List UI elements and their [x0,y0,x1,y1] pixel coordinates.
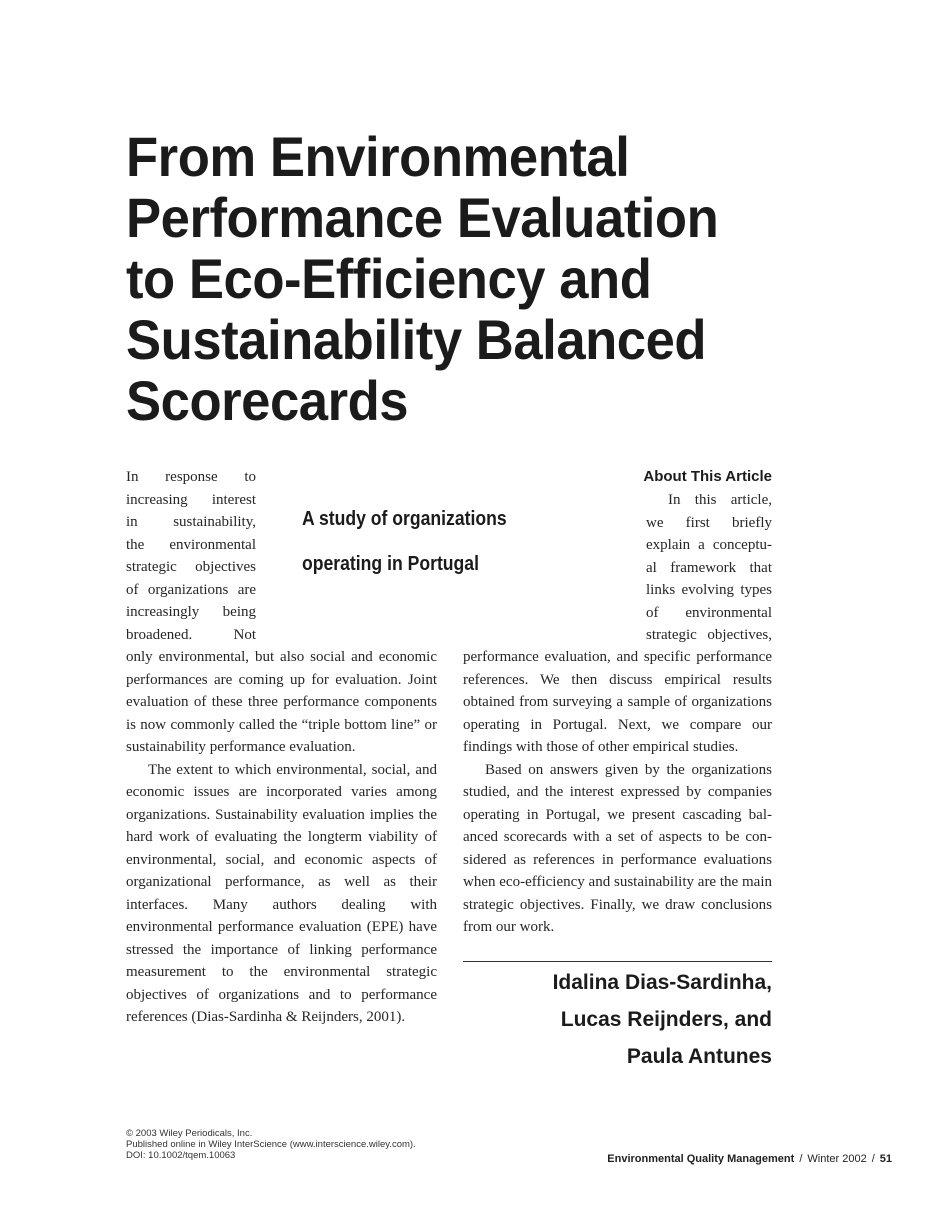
left-column-body [126,646,437,1029]
text-line: of organizations are [126,581,256,598]
title-line: to Eco-Efficiency and [126,247,652,310]
text-line: al framework that [646,559,772,576]
author-line: Idalina Dias-Sardinha, [552,971,772,994]
about-heading: About This Article [643,468,772,485]
article-title [126,126,803,431]
publication-info [126,1128,416,1161]
issue: Winter 2002 [807,1153,867,1165]
copyright: © 2003 Wiley Periodicals, Inc. [126,1128,253,1139]
page-number: 51 [879,1153,892,1165]
text-line: links evolving types [646,582,772,598]
paragraph: Based on answers given by the organizations studied, and the interest expressed by companies operating in Portugal, we present cascading balanced scorecards with a set of aspects to be considered as references in performance evaluations when eco-efficiency and sustainability are the main strategic objectives. Finally, we draw conclusions from our work. [463,761,772,935]
title-line: Scorecards [126,369,409,432]
title-line: Sustainability Balanced [126,308,707,371]
text-line: the environmental [126,536,256,553]
running-footer [607,1152,892,1166]
text-line: strategic objectives [126,559,256,575]
text-line: explain a conceptu- [646,537,772,553]
divider [463,961,772,962]
published-note: Published online in Wiley InterScience (www.interscience.wiley.com). [126,1139,416,1150]
journal-name: Environmental Quality Management [607,1153,795,1165]
about-narrow-text [646,489,772,647]
paragraph: The extent to which environmental, social, and economic issues are incorporated varies among organizations. Sustainability evaluation implies the hard work of evaluating the longterm viability of environmental, social, and economic aspects of organizational performance, as well as their interfaces. Many authors dealing with environmental performance evaluation (EPE) have stressed the importance of linking performance measurement to the environmental strategic objectives of organizations and to performance references (Dias-Sardinha & Reijnders, 2001). [126,761,437,1025]
title-line: From Environmental [126,125,630,188]
paragraph: only environmental, but also social and economic performances are coming up for evaluation. Joint evaluation of these three performance components is now commonly called the “triple bottom line” or sustainability performance evaluation. [126,649,437,755]
pull-quote-line-1: A study of organizations [302,508,507,530]
footer-separator: / [799,1153,803,1165]
text-line: broadened. Not [126,626,256,643]
text-line: strategic objectives, [646,627,772,643]
doi: DOI: 10.1002/tqem.10063 [126,1150,236,1161]
text-line: In response to [126,469,256,485]
text-line: of environmental [646,604,772,621]
text-line: increasingly being [126,604,256,620]
title-line: Performance Evaluation [126,186,719,249]
intro-narrow-text [126,466,256,646]
author-list [463,964,772,1075]
text-line: we first briefly [646,514,772,531]
text-line: In this article, [668,492,772,508]
author-line: Lucas Reijnders, and [560,1008,772,1031]
author-line: Paula Antunes [626,1045,772,1068]
paragraph: performance evaluation, and specific performance references. We then discuss empirical results obtained from surveying a sample of organizations operating in Portugal. Next, we compare our findings with those of other empirical studies. [463,649,772,755]
right-column-body [463,646,772,939]
footer-separator: / [871,1153,875,1165]
pull-quote-line-2: operating in Portugal [302,553,479,575]
text-line: in sustainability, [126,514,256,530]
text-line: increasing interest [126,491,256,508]
